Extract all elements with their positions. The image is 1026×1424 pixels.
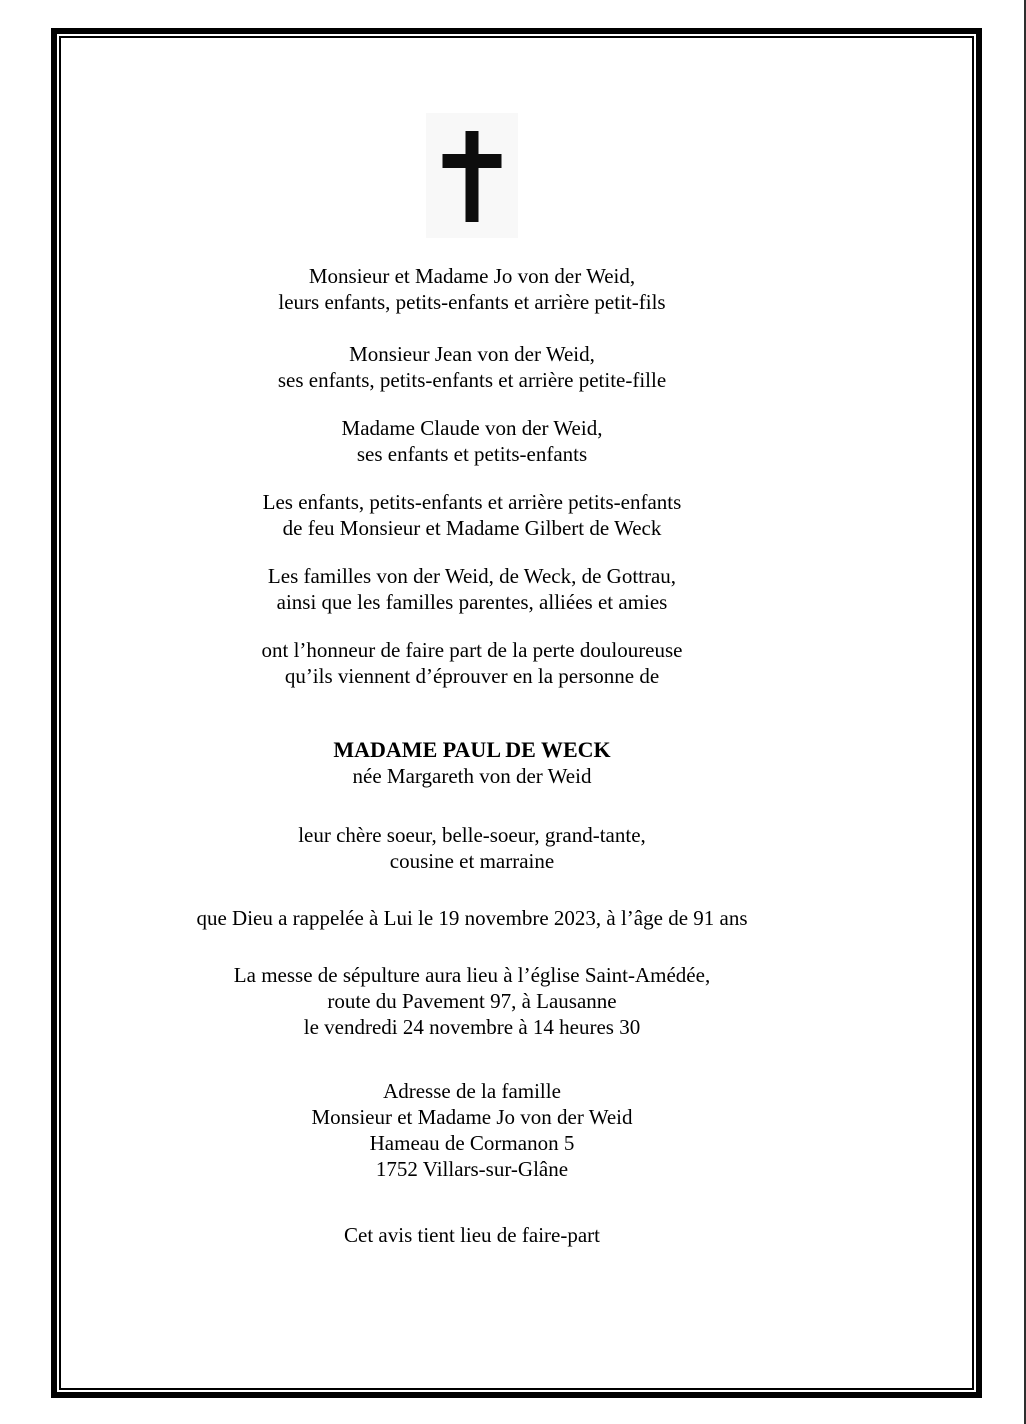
- announcement-line: ses enfants, petits-enfants et arrière petite-fille: [277, 368, 667, 392]
- announcement-line: Monsieur Jean von der Weid,: [349, 342, 595, 366]
- closing-line: [56, 1222, 888, 1248]
- announcement-line: que Dieu a rappelée à Lui le 19 novembre 2023, à l’âge de 91 ans: [196, 906, 748, 930]
- deceased-block: [56, 737, 888, 789]
- latin-cross-icon: [426, 113, 518, 238]
- announcement-line: Adresse de la famille: [383, 1079, 561, 1103]
- family-block-1: [56, 263, 888, 315]
- announcement-line: leurs enfants, petits-enfants et arrière petit-fils: [278, 290, 666, 314]
- announcement-line: route du Pavement 97, à Lausanne: [327, 989, 617, 1013]
- announcement-line: le vendredi 24 novembre à 14 heures 30: [303, 1015, 641, 1039]
- announcement-line: Cet avis tient lieu de faire-part: [344, 1223, 600, 1247]
- death-date-line: [56, 905, 888, 931]
- honour-statement: [56, 637, 888, 689]
- family-block-2: [56, 341, 888, 393]
- announcement-line: 1752 Villars-sur-Glâne: [375, 1157, 569, 1181]
- family-block-3: [56, 415, 888, 467]
- family-block-4: [56, 489, 888, 541]
- announcement-line: cousine et marraine: [389, 849, 555, 873]
- funeral-service-block: [56, 962, 888, 1040]
- announcement-line: de feu Monsieur et Madame Gilbert de Weck: [282, 516, 662, 540]
- announcement-line: ainsi que les familles parentes, alliées et amies: [276, 590, 668, 614]
- announcement-line: leur chère soeur, belle-soeur, grand-tante,: [298, 823, 646, 847]
- announcement-line: ses enfants et petits-enfants: [356, 442, 588, 466]
- deceased-maiden-name: née Margareth von der Weid: [352, 764, 592, 788]
- announcement-line: Monsieur et Madame Jo von der Weid: [311, 1105, 633, 1129]
- announcement-line: Hameau de Cormanon 5: [369, 1131, 575, 1155]
- relation-block: [56, 822, 888, 874]
- announcement-content: [56, 38, 888, 1248]
- deceased-name: MADAME PAUL DE WECK: [333, 737, 611, 762]
- announcement-line: Monsieur et Madame Jo von der Weid,: [308, 264, 636, 288]
- announcement-line: ont l’honneur de faire part de la perte douloureuse: [261, 638, 683, 662]
- announcement-line: La messe de sépulture aura lieu à l’église Saint-Amédée,: [233, 963, 711, 987]
- family-address-block: [56, 1078, 888, 1182]
- announcement-line: Les familles von der Weid, de Weck, de Gottrau,: [267, 564, 677, 588]
- announcement-line: Les enfants, petits-enfants et arrière petits-enfants: [262, 490, 682, 514]
- announcement-line: qu’ils viennent d’éprouver en la personne de: [284, 664, 660, 688]
- announcement-line: Madame Claude von der Weid,: [341, 416, 603, 440]
- family-block-5: [56, 563, 888, 615]
